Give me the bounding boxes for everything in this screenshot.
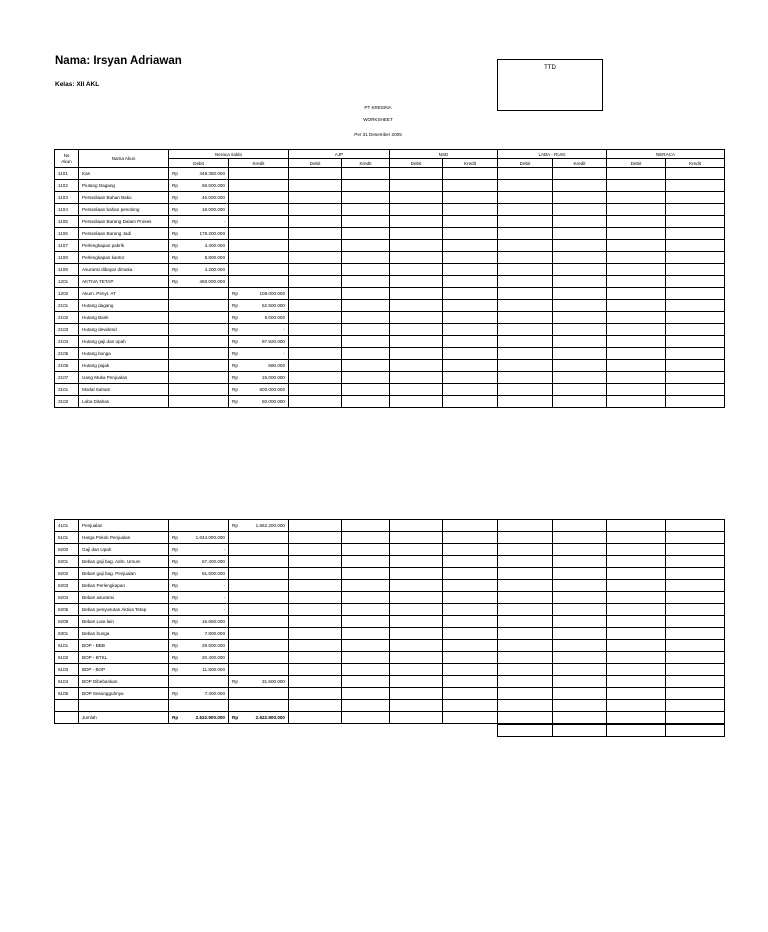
amount: 5.800.000 [204, 255, 225, 260]
account-number: 3101 [55, 384, 79, 396]
account-number: 1105 [55, 216, 79, 228]
account-row [55, 628, 725, 640]
currency: Rp [172, 583, 178, 588]
header-neraca: NERACA [607, 150, 725, 159]
currency: Rp [172, 255, 178, 260]
account-name: BOP - BTKL [79, 652, 169, 664]
account-name: Beban Lain-lain [79, 616, 169, 628]
header-debit: Debit [169, 159, 229, 168]
neraca-saldo-debit [169, 216, 229, 228]
account-row [55, 676, 725, 688]
currency: Rp [232, 303, 238, 308]
header-ajp: AJP [289, 150, 390, 159]
header-nsd: NSD [390, 150, 498, 159]
currency: Rp [172, 619, 178, 624]
account-number: 2101 [55, 300, 79, 312]
account-number: 5201 [55, 556, 79, 568]
document-period: Per 31 Desember 2005 [354, 132, 402, 137]
neraca-saldo-debit [169, 288, 229, 300]
account-name: Modal Saham [79, 384, 169, 396]
account-number: 1106 [55, 228, 79, 240]
neraca-saldo-debit [169, 252, 229, 264]
neraca-saldo-kredit [229, 324, 289, 336]
currency: Rp [232, 375, 238, 380]
amount: 67.400.000 [202, 559, 225, 564]
account-row [55, 288, 725, 300]
signature-label: TTD [544, 65, 556, 71]
account-row [55, 168, 725, 180]
neraca-saldo-debit [169, 192, 229, 204]
total-label: Jumlah [79, 712, 169, 724]
account-row [55, 312, 725, 324]
neraca-saldo-debit [169, 604, 229, 616]
account-row [55, 568, 725, 580]
neraca-saldo-kredit [229, 652, 289, 664]
header-laba-rugi: LABA - RUGI [498, 150, 607, 159]
account-name: Beban Perlengkapan [79, 580, 169, 592]
amount: 5.000.000 [264, 315, 285, 320]
amount: 15.000.000 [262, 375, 285, 380]
neraca-saldo-debit [169, 384, 229, 396]
neraca-saldo-kredit [229, 276, 289, 288]
currency: Rp [232, 339, 238, 344]
currency: Rp [232, 363, 238, 368]
currency: Rp [172, 171, 178, 176]
amount: 97.920.000 [262, 339, 285, 344]
account-name: AKTIVA TETAP [79, 276, 169, 288]
account-row [55, 276, 725, 288]
currency: Rp [232, 351, 238, 356]
account-number: 5203 [55, 580, 79, 592]
neraca-saldo-kredit [229, 252, 289, 264]
neraca-saldo-kredit [229, 688, 289, 700]
total-row [55, 712, 725, 724]
account-number: 1108 [55, 252, 79, 264]
account-number: 6102 [55, 652, 79, 664]
currency: Rp [232, 327, 238, 332]
account-row [55, 204, 725, 216]
account-row [55, 652, 725, 664]
amount: 11.800.000 [202, 667, 225, 672]
account-name: BOP Sesungguhnya [79, 688, 169, 700]
neraca-saldo-debit [169, 676, 229, 688]
neraca-saldo-debit [169, 652, 229, 664]
account-name: Beban gaji bag. Adm. Umum [79, 556, 169, 568]
neraca-saldo-debit [169, 372, 229, 384]
neraca-saldo-kredit [229, 192, 289, 204]
amount: - [223, 595, 225, 600]
amount: 4.200.000 [204, 267, 225, 272]
account-number: 1102 [55, 180, 79, 192]
account-row [55, 348, 725, 360]
amount: 45.000.000 [202, 195, 225, 200]
neraca-saldo-kredit [229, 568, 289, 580]
account-row [55, 336, 725, 348]
neraca-saldo-kredit [229, 168, 289, 180]
amount: 178.200.000 [199, 231, 225, 236]
amount: 500.000.000 [259, 387, 285, 392]
amount: 1.662.200.000 [255, 523, 285, 528]
currency: Rp [172, 219, 178, 224]
account-number: 5200 [55, 544, 79, 556]
account-number: 5202 [55, 568, 79, 580]
neraca-saldo-debit [169, 616, 229, 628]
neraca-saldo-debit [169, 204, 229, 216]
amount: - [223, 547, 225, 552]
account-row [55, 300, 725, 312]
company-name: PT KRESINA [364, 105, 392, 110]
neraca-saldo-debit [169, 228, 229, 240]
neraca-saldo-kredit [229, 312, 289, 324]
account-name: Persediaan Barang Jadi [79, 228, 169, 240]
currency: Rp [232, 399, 238, 404]
neraca-saldo-kredit [229, 544, 289, 556]
neraca-saldo-kredit [229, 628, 289, 640]
worksheet-table-bottom [54, 519, 725, 724]
amount: 108.000.000 [259, 291, 285, 296]
header-kredit: Kredit [342, 159, 390, 168]
account-name: Hutang Bank [79, 312, 169, 324]
amount: 460.000.000 [199, 279, 225, 284]
account-name: Beban asuransi [79, 592, 169, 604]
header-debit: Debit [289, 159, 342, 168]
currency: Rp [232, 291, 238, 296]
amount: 52.500.000 [262, 303, 285, 308]
currency: Rp [232, 315, 238, 320]
account-name: Laba Ditahan [79, 396, 169, 408]
account-number: 3102 [55, 396, 79, 408]
neraca-saldo-debit [169, 580, 229, 592]
header-nama-akun: Nama Akun [79, 150, 169, 168]
header-no-akun: No Akun [55, 150, 79, 168]
total-kredit: Rp 2.522.900.000 [229, 712, 289, 724]
account-row [55, 544, 725, 556]
header-kredit: Kredit [443, 159, 498, 168]
account-number: 5101 [55, 532, 79, 544]
currency: Rp [172, 279, 178, 284]
account-name [79, 700, 169, 712]
neraca-saldo-kredit [229, 532, 289, 544]
account-name: Perlengkapan pabrik [79, 240, 169, 252]
account-name: Beban bunga [79, 628, 169, 640]
account-row [55, 520, 725, 532]
neraca-saldo-debit [169, 544, 229, 556]
header-debit: Debit [498, 159, 553, 168]
currency: Rp [172, 655, 178, 660]
currency: Rp [172, 559, 178, 564]
neraca-saldo-kredit [229, 556, 289, 568]
currency: Rp [172, 607, 178, 612]
header-debit: Debit [607, 159, 666, 168]
signature-box [497, 59, 603, 111]
account-row [55, 580, 725, 592]
header-kredit: Kredit [666, 159, 725, 168]
neraca-saldo-debit [169, 664, 229, 676]
amount: 29.500.000 [202, 643, 225, 648]
neraca-saldo-debit [169, 556, 229, 568]
account-row [55, 264, 725, 276]
account-row [55, 664, 725, 676]
currency: Rp [172, 231, 178, 236]
account-number: 5301 [55, 628, 79, 640]
account-number: 1101 [55, 168, 79, 180]
account-name: Harga Pokok Penjualan [79, 532, 169, 544]
neraca-saldo-debit [169, 180, 229, 192]
neraca-saldo-kredit [229, 288, 289, 300]
neraca-saldo-kredit [229, 640, 289, 652]
header-neraca-saldo: Neraca saldo [169, 150, 289, 159]
neraca-saldo-kredit [229, 616, 289, 628]
neraca-saldo-debit [169, 336, 229, 348]
neraca-saldo-kredit [229, 664, 289, 676]
total-debit: Rp 2.522.900.000 [169, 712, 229, 724]
account-name: Persediaan Barang Dalam Proses [79, 216, 169, 228]
amount: - [283, 327, 285, 332]
neraca-saldo-kredit [229, 676, 289, 688]
account-row [55, 192, 725, 204]
account-name: Penjualan [79, 520, 169, 532]
neraca-saldo-debit [169, 168, 229, 180]
account-row [55, 396, 725, 408]
neraca-saldo-kredit [229, 580, 289, 592]
amount: 7.800.000 [204, 631, 225, 636]
header-kredit: Kredit [553, 159, 607, 168]
amount: 7.400.000 [204, 691, 225, 696]
account-number: 6101 [55, 640, 79, 652]
account-name: Perlengkapan kantor [79, 252, 169, 264]
account-name: Akum. Penyt. AT [79, 288, 169, 300]
amount: - [223, 583, 225, 588]
account-number: 2106 [55, 360, 79, 372]
account-name: Hutang bunga [79, 348, 169, 360]
account-name: Hutang dagang [79, 300, 169, 312]
neraca-saldo-debit [169, 396, 229, 408]
neraca-saldo-kredit [229, 360, 289, 372]
neraca-saldo-debit [169, 520, 229, 532]
account-name: Persediaan Bahan Baku [79, 192, 169, 204]
amount: 31.600.000 [262, 679, 285, 684]
currency: Rp [172, 195, 178, 200]
neraca-saldo-debit [169, 324, 229, 336]
neraca-saldo-debit [169, 300, 229, 312]
neraca-saldo-debit [169, 264, 229, 276]
account-name: Persediaan bahan penolong [79, 204, 169, 216]
account-number: 2104 [55, 336, 79, 348]
account-number: 2103 [55, 324, 79, 336]
account-number: 5205 [55, 604, 79, 616]
account-number: 1202 [55, 288, 79, 300]
currency: Rp [232, 523, 238, 528]
neraca-extra-grid [497, 724, 725, 737]
account-row [55, 216, 725, 228]
header-debit: Debit [390, 159, 443, 168]
neraca-saldo-debit [169, 276, 229, 288]
amount: - [223, 607, 225, 612]
account-number: 6103 [55, 664, 79, 676]
amount: 1.044.000.000 [195, 535, 225, 540]
account-number: 1107 [55, 240, 79, 252]
currency: Rp [172, 547, 178, 552]
amount: - [283, 351, 285, 356]
neraca-saldo-kredit [229, 228, 289, 240]
account-name: Hutang devidend [79, 324, 169, 336]
currency: Rp [172, 571, 178, 576]
account-name: Hutang gaji dan upah [79, 336, 169, 348]
amount: 20.400.000 [202, 655, 225, 660]
neraca-saldo-debit [169, 312, 229, 324]
account-row [55, 556, 725, 568]
neraca-saldo-kredit [229, 180, 289, 192]
account-number: 6104 [55, 676, 79, 688]
amount: 680.000 [268, 363, 285, 368]
neraca-saldo-kredit [229, 604, 289, 616]
account-number: 5204 [55, 592, 79, 604]
account-row [55, 252, 725, 264]
amount: 449.350.000 [199, 171, 225, 176]
account-row [55, 592, 725, 604]
currency: Rp [172, 667, 178, 672]
neraca-saldo-kredit [229, 348, 289, 360]
amount: - [223, 219, 225, 224]
neraca-saldo-debit [169, 360, 229, 372]
account-number: 2102 [55, 312, 79, 324]
worksheet-table-top [54, 149, 725, 408]
account-row [55, 532, 725, 544]
currency: Rp [172, 243, 178, 248]
amount: 18.000.000 [202, 207, 225, 212]
account-row [55, 180, 725, 192]
account-number: 2107 [55, 372, 79, 384]
account-row [55, 324, 725, 336]
account-number: 1104 [55, 204, 79, 216]
account-name: Hutang pajak [79, 360, 169, 372]
account-name: Piutang Dagang [79, 180, 169, 192]
neraca-saldo-debit [169, 628, 229, 640]
account-row [55, 240, 725, 252]
neraca-saldo-debit [169, 348, 229, 360]
neraca-saldo-debit [169, 240, 229, 252]
amount: 4.400.000 [204, 243, 225, 248]
currency: Rp [172, 267, 178, 272]
account-number: 1103 [55, 192, 79, 204]
account-name: BOP - BBB [79, 640, 169, 652]
account-number: 6105 [55, 688, 79, 700]
header-row-groups [55, 150, 725, 159]
neraca-saldo-debit [169, 568, 229, 580]
account-number: 4101 [55, 520, 79, 532]
neraca-saldo-kredit [229, 520, 289, 532]
account-name: Asuransi dibayar dimuka [79, 264, 169, 276]
neraca-saldo-debit [169, 688, 229, 700]
currency: Rp [172, 643, 178, 648]
account-row [55, 616, 725, 628]
neraca-saldo-kredit [229, 264, 289, 276]
account-row [55, 604, 725, 616]
neraca-saldo-kredit [229, 384, 289, 396]
account-row [55, 228, 725, 240]
neraca-saldo-debit [169, 532, 229, 544]
account-row [55, 700, 725, 712]
amount: 50.000.000 [262, 399, 285, 404]
currency: Rp [172, 631, 178, 636]
currency: Rp [172, 207, 178, 212]
amount: 15.650.000 [202, 619, 225, 624]
student-class: Kelas: XII AKL [55, 81, 100, 88]
currency: Rp [172, 595, 178, 600]
neraca-saldo-debit [169, 592, 229, 604]
account-number: 2105 [55, 348, 79, 360]
currency: Rp [172, 183, 178, 188]
amount: 66.500.000 [202, 183, 225, 188]
account-row [55, 384, 725, 396]
account-name: Kas [79, 168, 169, 180]
currency: Rp [232, 679, 238, 684]
account-name: Beban penyusutan Aktiva Tetap [79, 604, 169, 616]
neraca-saldo-kredit [229, 216, 289, 228]
neraca-saldo-kredit [229, 336, 289, 348]
header-kredit: Kredit [229, 159, 289, 168]
neraca-saldo-debit [169, 700, 229, 712]
extra-row [498, 725, 725, 737]
neraca-saldo-kredit [229, 592, 289, 604]
neraca-saldo-kredit [229, 700, 289, 712]
neraca-saldo-kredit [229, 372, 289, 384]
account-number: 1201 [55, 276, 79, 288]
account-number [55, 700, 79, 712]
neraca-saldo-debit [169, 640, 229, 652]
neraca-saldo-kredit [229, 240, 289, 252]
amount: 81.500.000 [202, 571, 225, 576]
account-name: BDP - BOP [79, 664, 169, 676]
account-name: Beban gaji bag. Penjualan [79, 568, 169, 580]
account-number: 5209 [55, 616, 79, 628]
neraca-saldo-kredit [229, 396, 289, 408]
currency: Rp [172, 691, 178, 696]
account-row [55, 640, 725, 652]
account-name: Gaji dan Upah [79, 544, 169, 556]
account-number: 1109 [55, 264, 79, 276]
student-name: Nama: Irsyan Adriawan [55, 55, 182, 67]
account-row [55, 372, 725, 384]
neraca-saldo-kredit [229, 204, 289, 216]
account-name: BOP Dibebankan [79, 676, 169, 688]
currency: Rp [232, 387, 238, 392]
document-title: WORKSHEET [363, 117, 393, 122]
account-name: Uang Muka Penjualan [79, 372, 169, 384]
neraca-saldo-kredit [229, 300, 289, 312]
account-row [55, 360, 725, 372]
account-row [55, 688, 725, 700]
currency: Rp [172, 535, 178, 540]
